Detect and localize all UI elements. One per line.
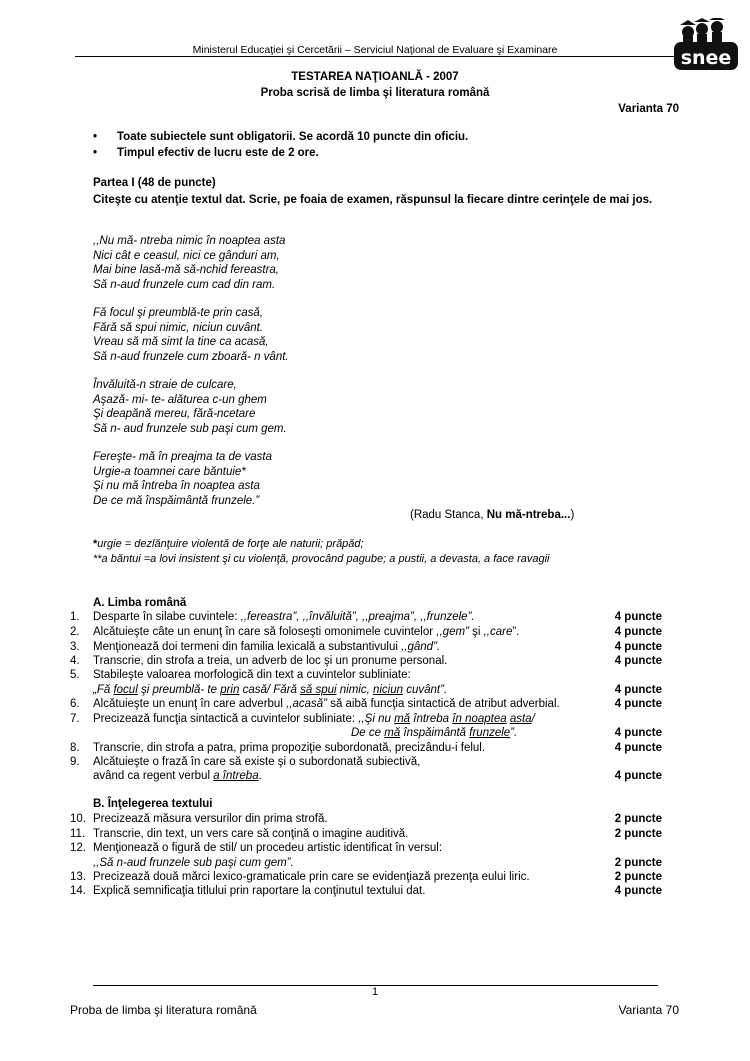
question-row: ,,Să n-aud frunzele sub paşi cum gem”. 2 puncte bbox=[93, 857, 662, 869]
poem-stanza: Învăluită-n straie de culcare, Aşază- mi- te- alăturea c-un ghem Şi deapănă mereu, fără-ncetare Să n- aud frunzele sub paşi cum gem. bbox=[93, 379, 287, 435]
question-row: 8. Transcrie, din strofa a patra, prima propoziţie subordonată, precizându-i felul. 4 puncte bbox=[70, 742, 662, 754]
variant-label: Varianta 70 bbox=[618, 103, 679, 115]
question-row: 7. Precizează funcţia sintactică a cuvintelor subliniate: ,,Şi nu mă întreba în noaptea asta/ bbox=[70, 713, 535, 725]
poem-source: (Radu Stanca, Nu mă-ntreba...) bbox=[410, 509, 575, 521]
snee-logo bbox=[670, 18, 742, 74]
exam-subtitle: Proba scrisă de limba şi literatura română bbox=[260, 87, 490, 99]
question-row: 1. Desparte în silabe cuvintele: ,,fereastra”, ,,învăluită”, ,,preajma”, ,,frunzele”. 4 puncte bbox=[70, 611, 662, 623]
bullet-item: • Timpul efectiv de lucru este de 2 ore. bbox=[93, 147, 319, 159]
page-number: 1 bbox=[371, 986, 379, 998]
question-row: 3. Menţionează doi termeni din familia lexicală a substantivului ,,gând”. 4 puncte bbox=[70, 641, 662, 653]
poem-stanza: Fă focul şi preumblă-te prin casă, Fără să spui nimic, niciun cuvânt. Vreau să mă simt la tine ca acasă, Să n-aud frunzele cum zboară- n vânt. bbox=[93, 307, 289, 363]
question-row: 9. Alcătuieşte o frază în care să existe şi o subordonată subiectivă, bbox=[70, 756, 421, 768]
question-row: „Fă focul şi preumblă- te prin casă/ Fără să spui nimic, niciun cuvânt”. 4 puncte bbox=[93, 684, 662, 696]
footnote: *urgie = dezlănţuire violentă de forţe ale naturii; prăpăd; bbox=[93, 538, 364, 550]
question-row: 4. Transcrie, din strofa a treia, un adverb de loc şi un pronume personal. 4 puncte bbox=[70, 655, 662, 667]
section-a-title: A. Limba română bbox=[93, 597, 187, 609]
question-row: 5. Stabileşte valoarea morfologică din text a cuvintelor subliniate: bbox=[70, 669, 411, 681]
question-row: 6. Alcătuieşte un enunţ în care adverbul ,,acasă” să aibă funcţia sintactică de atribut adverbial. 4 puncte bbox=[70, 698, 662, 710]
question-row: 11. Transcrie, din text, un vers care să conţină o imagine auditivă. 2 puncte bbox=[70, 828, 662, 840]
header-divider bbox=[75, 56, 683, 57]
question-row: 2. Alcătuieşte câte un enunţ în care să foloseşti omonimele cuvintelor ,,gem” şi ,,care”. 4 puncte bbox=[70, 626, 662, 638]
part-title: Partea I (48 de puncte) bbox=[93, 177, 216, 189]
question-row: 12. Menţionează o figură de stil/ un procedeu artistic identificat în versul: bbox=[70, 842, 443, 854]
poem-stanza: Fereşte- mă în preajma ta de vasta Urgie-a toamnei care băntuie* Şi nu mă întreba în noaptea asta De ce mă înspăimântă frunzele.” bbox=[93, 451, 272, 507]
footnote: **a băntui =a lovi insistent şi cu violenţă, provocând pagube; a pustii, a devasta, a face ravagii bbox=[93, 553, 550, 565]
bullet-item: • Toate subiectele sunt obligatorii. Se acordă 10 puncte din oficiu. bbox=[93, 131, 469, 143]
poem-stanza: ,,Nu mă- ntreba nimic în noaptea asta Nici cât e ceasul, nici ce gânduri am, Mai bine lasă-mă să-nchid fereastra, Să n-aud frunzele cum cad din ram. bbox=[93, 235, 286, 291]
question-row: 13. Precizează două mărci lexico-gramaticale prin care se evidenţiază prezenţa eului liric. 2 puncte bbox=[70, 871, 662, 883]
footer-subject: Proba de limba şi literatura română bbox=[70, 1003, 257, 1017]
instruction-text: Citeşte cu atenţie textul dat. Scrie, pe foaia de examen, răspunsul la fiecare dintre cerinţele de mai jos. bbox=[93, 194, 653, 206]
question-row: 10. Precizează măsura versurilor din prima strofă. 2 puncte bbox=[70, 813, 662, 825]
ministry-header: Ministerul Educaţiei şi Cercetării – Serviciul Naţional de Evaluare şi Examinare bbox=[192, 44, 558, 56]
section-b-title: B. Înţelegerea textului bbox=[93, 798, 213, 810]
question-row: De ce mă înspăimântă frunzele”. 4 puncte bbox=[351, 727, 662, 739]
logo-text: snee bbox=[680, 47, 732, 69]
exam-title: TESTAREA NAŢIOANLĂ - 2007 bbox=[291, 71, 459, 83]
question-row: având ca regent verbul a întreba. 4 puncte bbox=[93, 770, 662, 782]
question-row: 14. Explică semnificaţia titlului prin raportare la conţinutul textului dat. 4 puncte bbox=[70, 885, 662, 897]
footer-variant: Varianta 70 bbox=[618, 1003, 679, 1017]
